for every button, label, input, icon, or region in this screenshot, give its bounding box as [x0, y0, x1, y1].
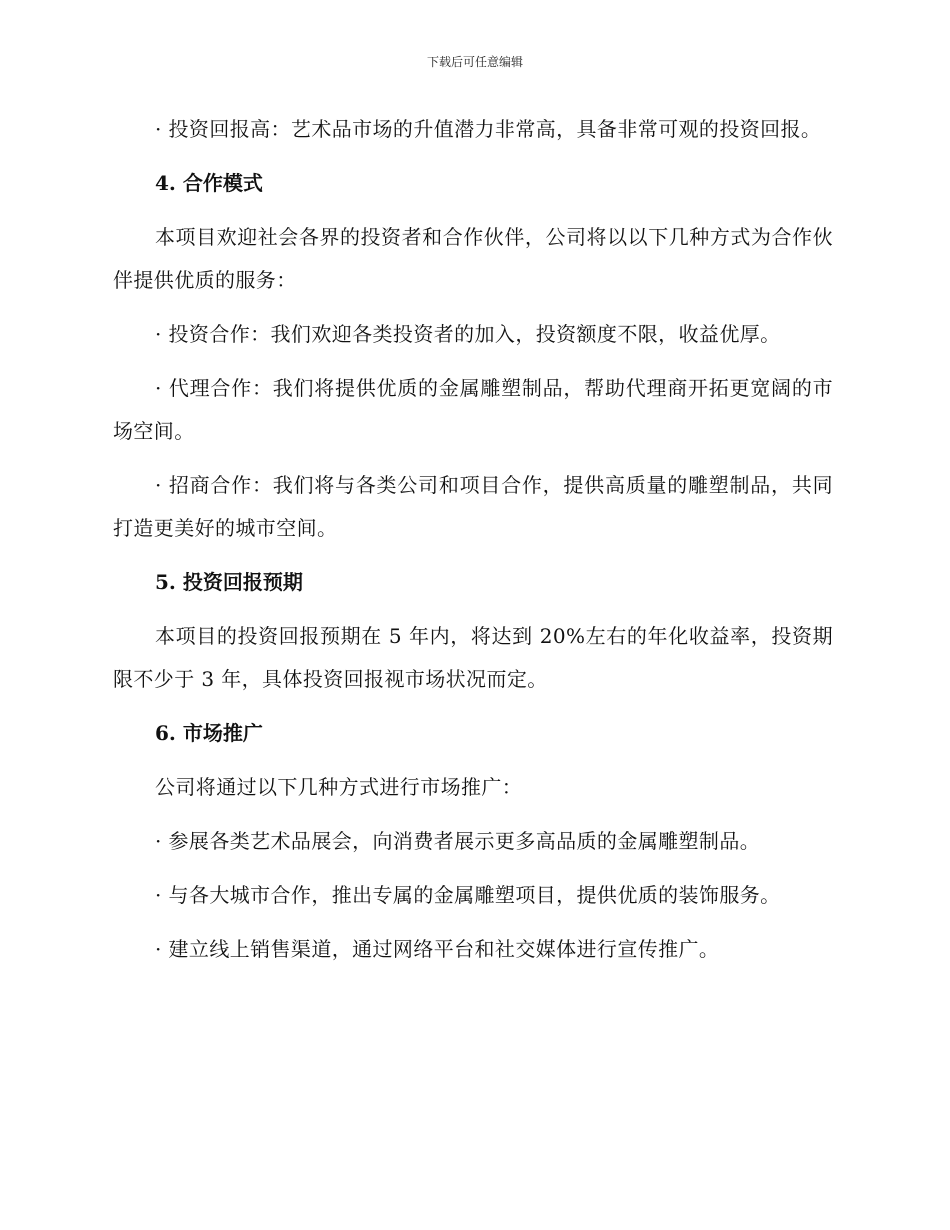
- paragraph-return-expectation: 本项目的投资回报预期在 5 年内，将达到 20%左右的年化收益率，投资期限不少于 3 年，具体投资回报视市场状况而定。: [113, 624, 833, 691]
- paragraph-marketing-exhibitions: · 参展各类艺术品展会，向消费者展示更多高品质的金属雕塑制品。: [155, 829, 761, 853]
- heading-return-expectation: 5. 投资回报预期: [155, 570, 303, 594]
- heading-cooperation-mode: 4. 合作模式: [155, 171, 263, 195]
- paragraph-cooperation-intro: 本项目欢迎社会各界的投资者和合作伙伴，公司将以以下几种方式为合作伙伴提供优质的服务：: [113, 225, 833, 292]
- paragraph-marketing-intro: 公司将通过以下几种方式进行市场推广：: [155, 775, 523, 799]
- paragraph-marketing-city-partnership: · 与各大城市合作，推出专属的金属雕塑项目，提供优质的装饰服务。: [155, 883, 781, 907]
- heading-marketing: 6. 市场推广: [155, 721, 263, 745]
- paragraph-agent-cooperation: · 代理合作：我们将提供优质的金属雕塑制品，帮助代理商开拓更宽阔的市场空间。: [113, 376, 833, 443]
- paragraph-investment-cooperation: · 投资合作：我们欢迎各类投资者的加入，投资额度不限，收益优厚。: [155, 322, 781, 346]
- page-header: 下载后可任意编辑: [426, 55, 523, 69]
- paragraph-merchant-cooperation: · 招商合作：我们将与各类公司和项目合作，提供高质量的雕塑制品，共同打造更美好的城市空间。: [113, 473, 833, 540]
- document-body: [113, 108, 833, 982]
- paragraph-marketing-online: · 建立线上销售渠道，通过网络平台和社交媒体进行宣传推广。: [155, 937, 720, 961]
- paragraph-return-high: · 投资回报高：艺术品市场的升值潜力非常高，具备非常可观的投资回报。: [155, 117, 822, 141]
